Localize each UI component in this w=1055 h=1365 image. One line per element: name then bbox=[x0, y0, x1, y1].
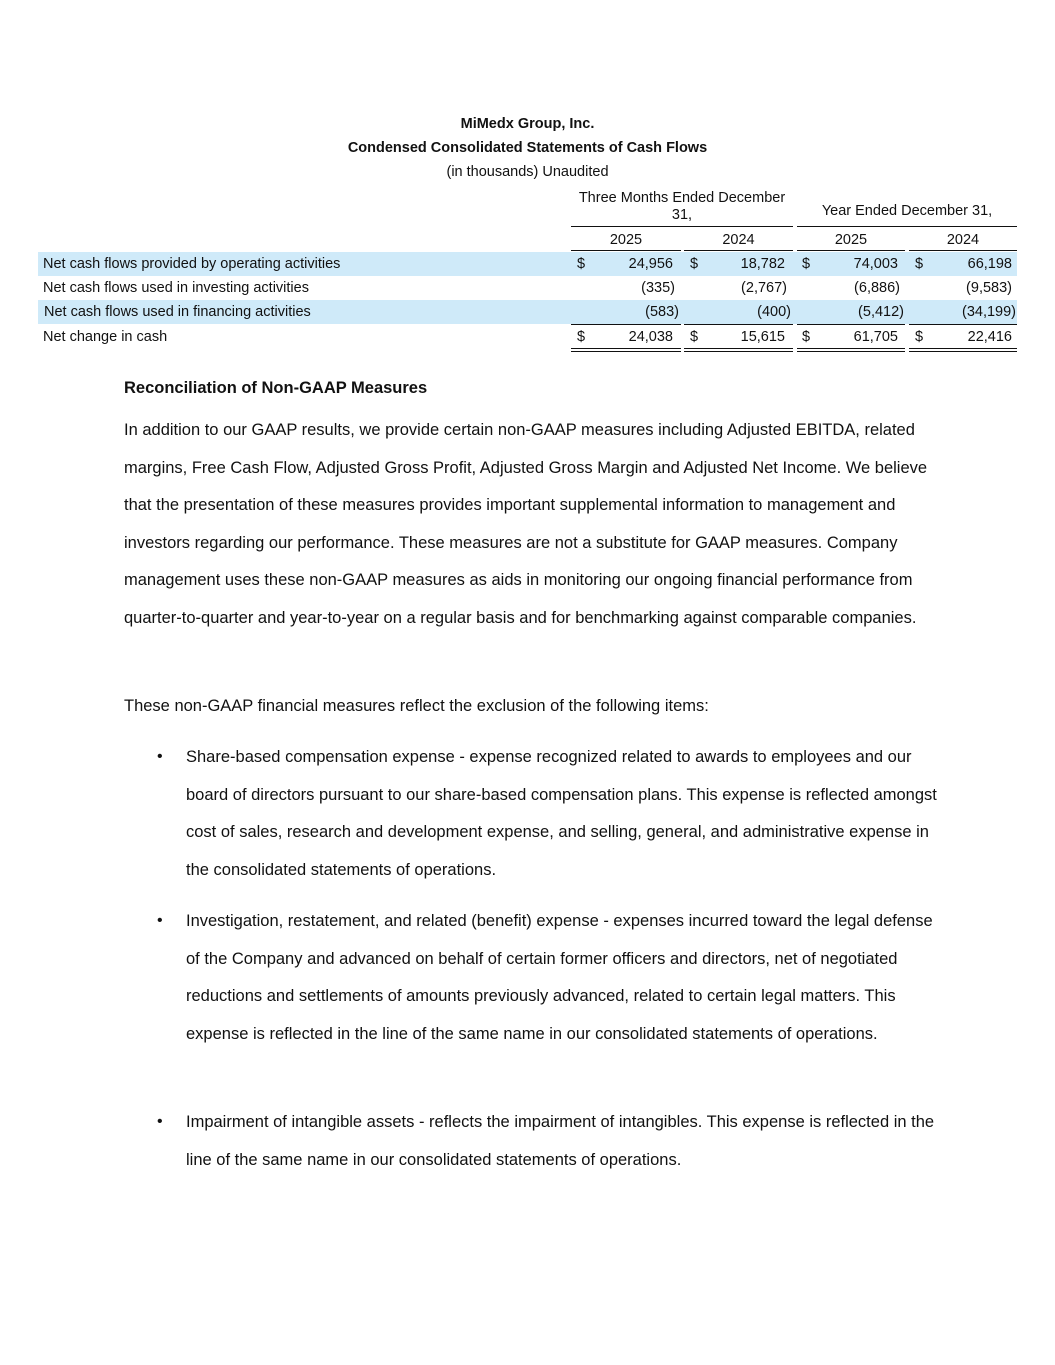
cell-value: (6,886) bbox=[854, 280, 900, 296]
cell-value: (335) bbox=[641, 280, 675, 296]
table-row-operating bbox=[38, 252, 1017, 276]
section-heading: Reconciliation of Non-GAAP Measures bbox=[124, 379, 428, 397]
intro-paragraph: In addition to our GAAP results, we provide certain non-GAAP measures including Adjusted EBITDA, related margins, Free Cash Flow, Adjusted Gross Profit, Adjusted Gross Margin and Adjusted Net Income. We believe that the presentation of these measures provides important supplemental information to management and investors regarding our performance. These measures are not a substitute for GAAP measures. Company management uses these non-GAAP measures as aids in monitoring our ongoing financial performance from quarter-to-quarter and year-to-year on a regular basis and for benchmarking against comparable companies. bbox=[124, 421, 928, 627]
row-label: Net cash flows used in investing activities bbox=[43, 280, 309, 296]
cell-value: 24,038 bbox=[628, 329, 673, 345]
currency-symbol: $ bbox=[577, 329, 586, 345]
company-name: MiMedx Group, Inc. bbox=[460, 116, 595, 132]
table-row-net-change bbox=[38, 325, 1017, 349]
statement-title: Condensed Consolidated Statements of Cash Flows bbox=[347, 140, 708, 156]
cell-value: (34,199) bbox=[961, 304, 1016, 320]
currency-symbol: $ bbox=[802, 329, 811, 345]
year-header-q-2024: 2024 bbox=[684, 232, 793, 251]
bullet-marker: • bbox=[157, 912, 163, 929]
list-item: Impairment of intangible assets - reflects the impairment of intangibles. This expense is reflected in the line of the same name in our consolidated statements of operations. bbox=[186, 1113, 935, 1169]
currency-symbol: $ bbox=[915, 329, 924, 345]
row-label: Net cash flows used in financing activities bbox=[44, 304, 311, 320]
year-header-q-2025: 2025 bbox=[571, 232, 681, 251]
list-item: Share-based compensation expense - expense recognized related to awards to employees and our board of directors pursuant to our share-based compensation plans. This expense is reflected amongst cost of sales, research and development expense, and selling, general, and administrative expense in the consolidated statements of operations. bbox=[186, 748, 937, 879]
cell-value: (583) bbox=[645, 304, 679, 320]
cell-value: (9,583) bbox=[966, 280, 1012, 296]
column-group-year-ended: Year Ended December 31, bbox=[797, 203, 1017, 227]
total-double-rule bbox=[571, 348, 681, 352]
cell-value: (5,412) bbox=[858, 304, 904, 320]
cell-value: 66,198 bbox=[967, 256, 1012, 272]
column-group-three-months: Three Months Ended December 31, bbox=[571, 190, 793, 227]
list-item: Investigation, restatement, and related (benefit) expense - expenses incurred toward the legal defense of the Company and advanced on behalf of certain former officers and directors, net of negotiated reductions and settlements of amounts previously advanced, related to certain legal matters. This expense is reflected in the line of the same name in our consolidated statements of operations. bbox=[186, 912, 933, 1043]
table-row-financing bbox=[38, 300, 1017, 324]
currency-symbol: $ bbox=[802, 256, 811, 272]
currency-symbol: $ bbox=[690, 329, 699, 345]
cell-value: 18,782 bbox=[740, 256, 785, 272]
total-double-rule bbox=[797, 348, 905, 352]
currency-symbol: $ bbox=[577, 256, 586, 272]
cell-value: 15,615 bbox=[740, 329, 785, 345]
currency-symbol: $ bbox=[690, 256, 699, 272]
year-header-y-2024: 2024 bbox=[909, 232, 1017, 251]
total-double-rule bbox=[684, 348, 793, 352]
table-row-investing bbox=[38, 276, 1017, 300]
bullet-marker: • bbox=[157, 1113, 163, 1130]
cell-value: 24,956 bbox=[628, 256, 673, 272]
cell-value: (2,767) bbox=[741, 280, 787, 296]
cell-value: (400) bbox=[757, 304, 791, 320]
row-label: Net change in cash bbox=[43, 329, 168, 345]
bullet-marker: • bbox=[157, 748, 163, 765]
row-label: Net cash flows provided by operating activities bbox=[43, 256, 341, 272]
cell-value: 74,003 bbox=[853, 256, 898, 272]
cell-value: 22,416 bbox=[967, 329, 1012, 345]
cell-value: 61,705 bbox=[853, 329, 898, 345]
total-double-rule bbox=[909, 348, 1017, 352]
currency-symbol: $ bbox=[915, 256, 924, 272]
exclusions-intro: These non-GAAP financial measures reflect the exclusion of the following items: bbox=[124, 697, 709, 715]
year-header-y-2025: 2025 bbox=[797, 232, 905, 251]
units-note: (in thousands) Unaudited bbox=[446, 164, 609, 180]
